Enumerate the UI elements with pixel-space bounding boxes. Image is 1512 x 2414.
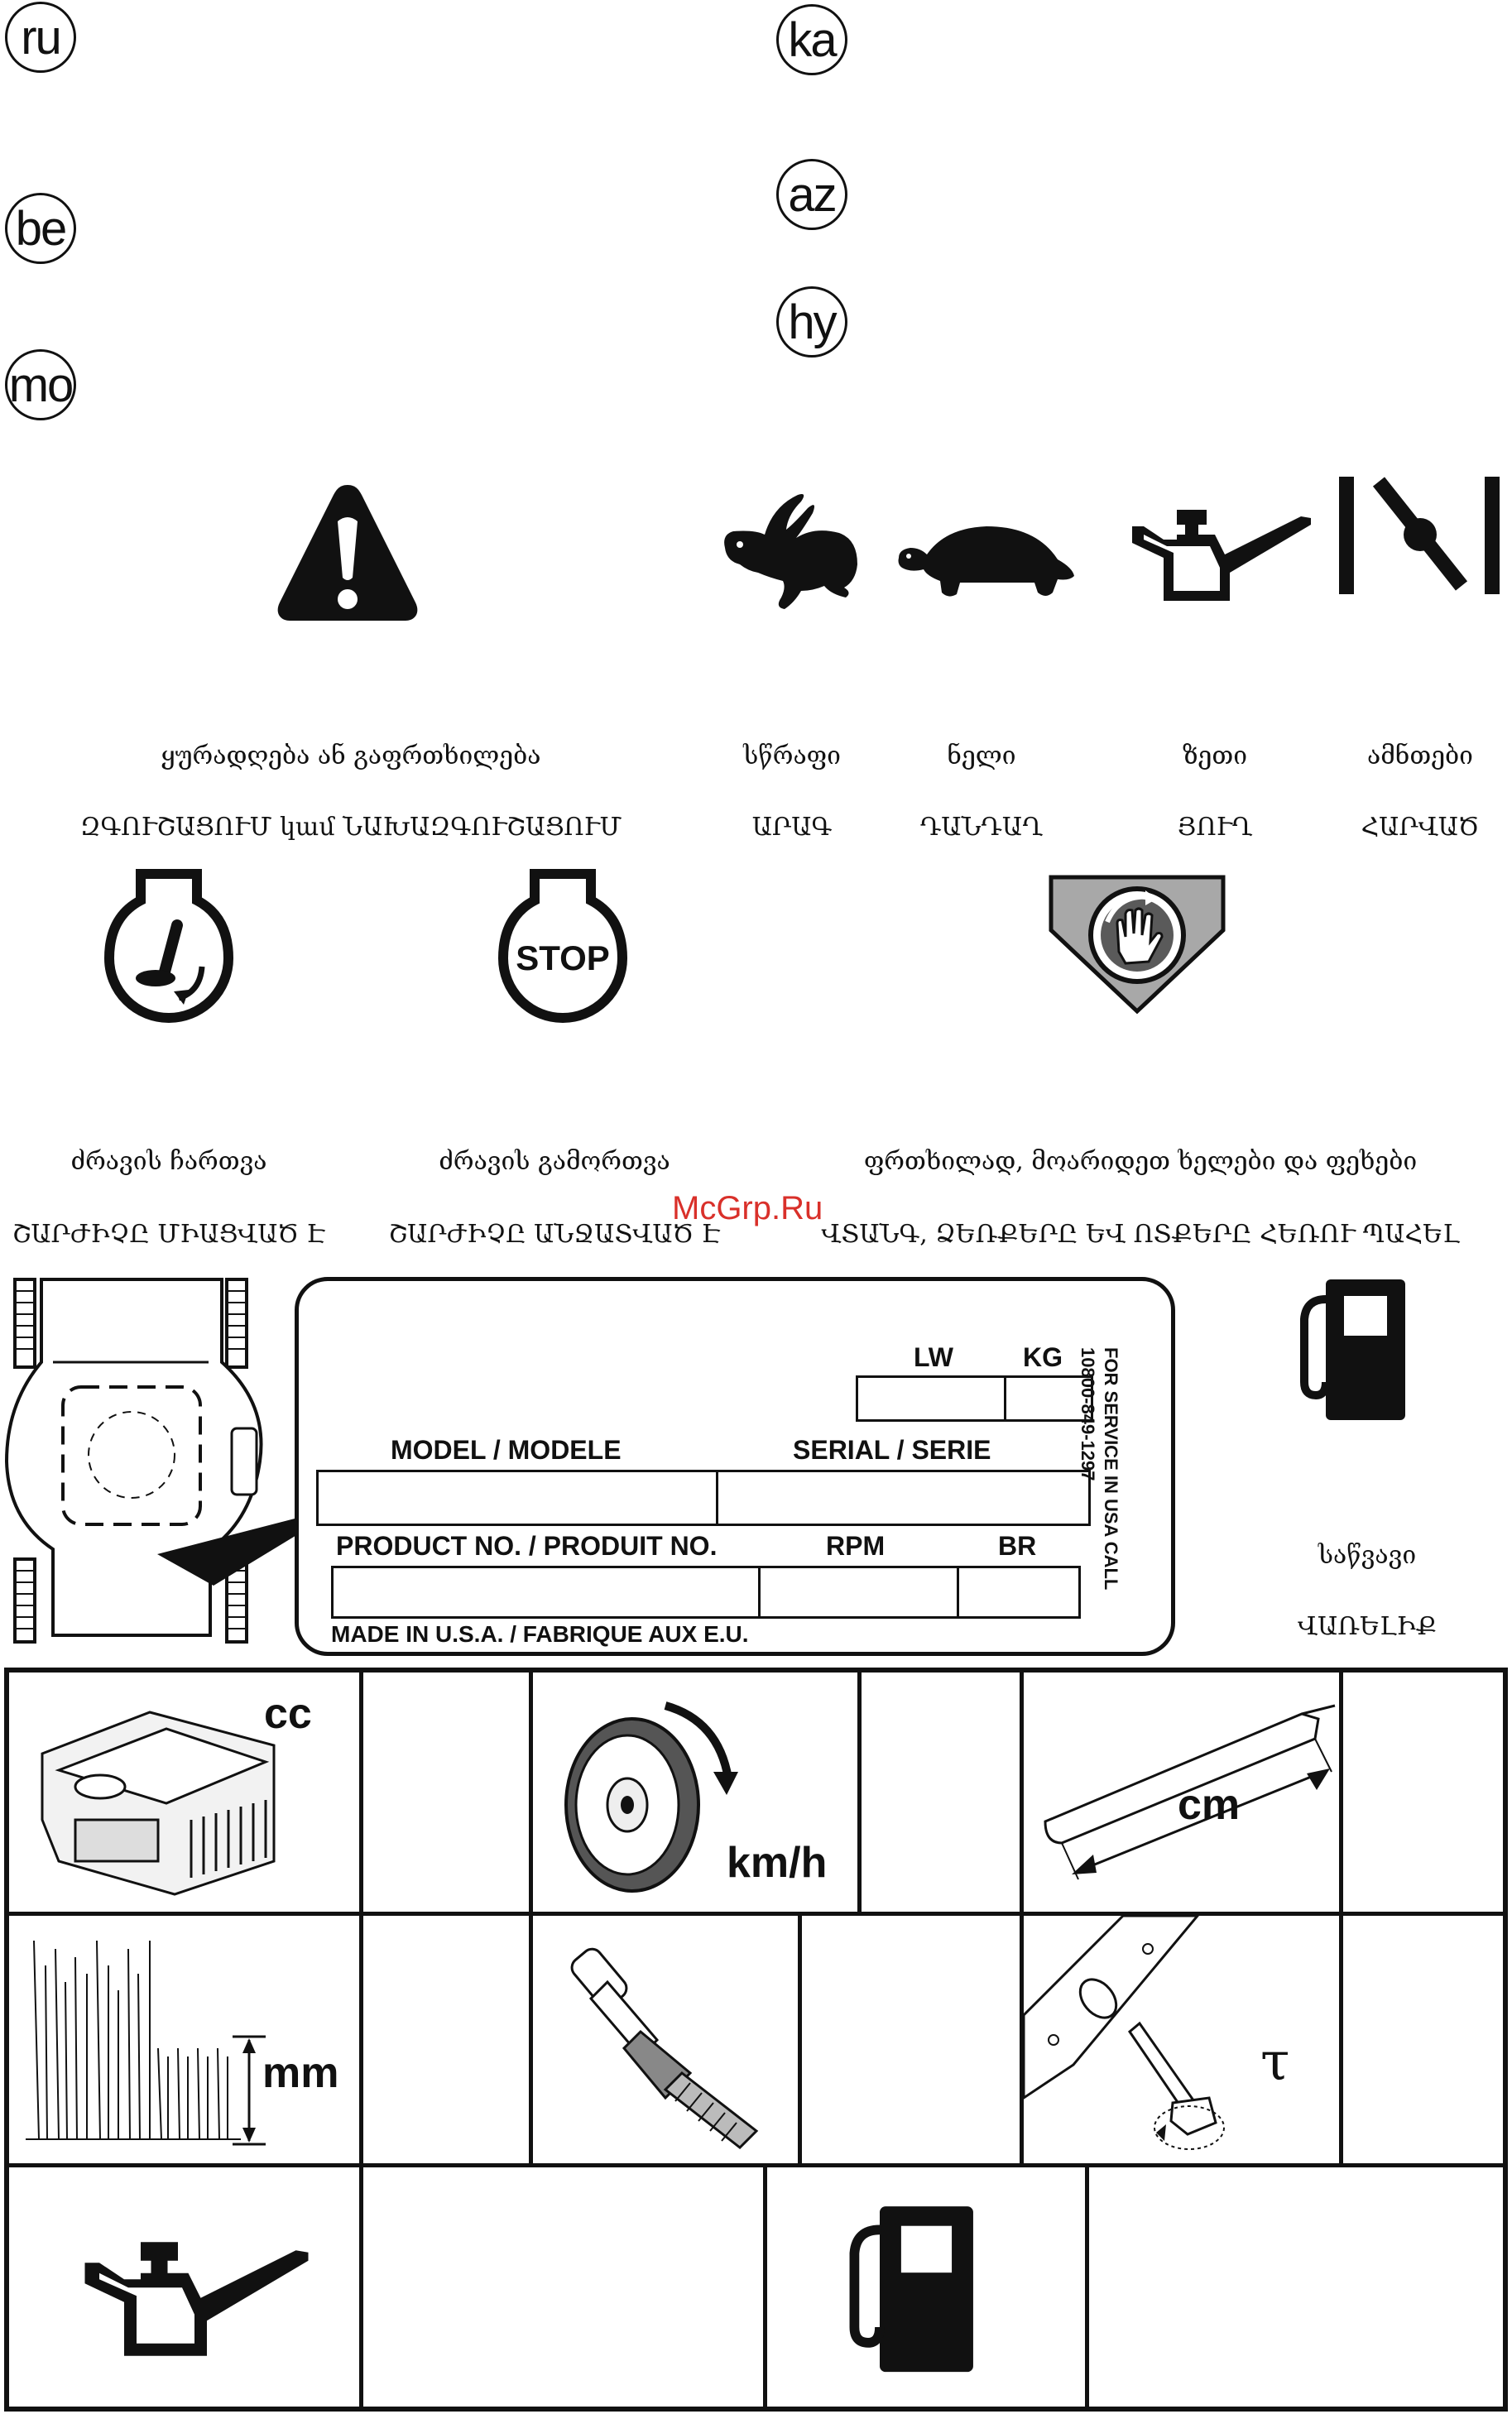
keep-hands-away-icon	[1046, 872, 1228, 1016]
plate-service-text	[1059, 1347, 1122, 1609]
lawn-mower-top-view-illustration	[3, 1271, 301, 1649]
wheel-speed-icon	[541, 1681, 740, 1904]
choke-icon	[1332, 473, 1503, 598]
cell-torque-value	[1343, 1916, 1503, 2167]
plate-made-in-label: MADE IN U.S.A. / FABRIQUE AUX E.U.	[331, 1621, 749, 1647]
lang-badge-hy: hy	[776, 286, 847, 358]
cell-height-icon	[9, 1916, 363, 2167]
caption-warning-ka: ყურადღება ან გაფრთხილება	[161, 741, 541, 770]
engine-cc-unit: cc	[264, 1690, 312, 1738]
engine-off-stop-icon	[497, 867, 629, 1023]
caption-choke-hy: ՀԱՐՎԱԾ	[1361, 813, 1480, 842]
plate-service-line2: 10800-849-1297	[1078, 1347, 1098, 1481]
caption-oil-ka: ზეთი	[1183, 741, 1247, 770]
speed-kmh-unit: km/h	[727, 1839, 828, 1887]
caption-engine-on-ka: ძრავის ჩართვა	[70, 1147, 267, 1176]
cell-engine-icon	[9, 1673, 363, 1916]
cell-fuel-value	[1089, 2167, 1503, 2407]
plate-product-label: PRODUCT NO. / PRODUIT NO.	[336, 1531, 718, 1561]
lang-badge-be: be	[5, 193, 76, 264]
stop-label: STOP	[516, 938, 610, 977]
caption-choke-ka: ამნთები	[1367, 741, 1473, 770]
cutting-height-icon	[26, 1932, 274, 2156]
caption-oil-hy: ՅՈՒՂ	[1177, 813, 1253, 842]
torque-symbol: τ	[1260, 2032, 1290, 2093]
plate-model-field	[316, 1470, 718, 1526]
oil-can-icon-spec	[79, 2237, 310, 2361]
plate-product-field	[331, 1566, 761, 1619]
caption-fuel-hy: ՎԱՌԵԼԻՔ	[1298, 1612, 1437, 1641]
blade-cm-unit: cm	[1178, 1781, 1241, 1829]
rabbit-fast-icon	[715, 490, 861, 614]
caption-keep-away-ka: ფრთხილად, მოარიდეთ ხელები და ფეხები	[863, 1147, 1418, 1176]
caption-slow-hy: ԴԱՆԴԱՂ	[919, 813, 1044, 842]
plate-model-label: MODEL / MODELE	[391, 1435, 622, 1465]
plate-serial-field	[716, 1470, 1091, 1526]
lang-badge-mo: mo	[5, 349, 76, 420]
plate-rpm-field	[758, 1566, 959, 1619]
cell-engine-value	[363, 1673, 533, 1916]
caption-fast-hy: ԱՐԱԳ	[751, 813, 833, 842]
caption-warning-hy: ԶԳՈՒՇԱՑՈՒՄ կամ ՆԱԽԱԶԳՈՒՇԱՑՈՒՄ	[79, 813, 622, 842]
plate-lw-field	[856, 1375, 1006, 1422]
lang-badge-az: az	[776, 159, 847, 230]
plate-br-label: BR	[998, 1531, 1037, 1561]
cell-oil-icon	[9, 2167, 363, 2407]
cell-speed-icon	[533, 1673, 862, 1916]
spec-table	[4, 1668, 1508, 2412]
plate-kg-label: KG	[1023, 1342, 1063, 1372]
cell-torque-icon	[1024, 1916, 1343, 2167]
oil-can-icon	[1127, 506, 1313, 604]
fuel-pump-icon	[1298, 1274, 1410, 1423]
cell-speed-value	[862, 1673, 1024, 1916]
plate-rpm-label: RPM	[826, 1531, 886, 1561]
spark-plug-icon	[566, 1932, 781, 2156]
lang-badge-ru: ru	[5, 2, 76, 73]
blade-bolt-torque-icon	[1024, 1916, 1338, 2164]
caption-engine-off-hy: ՇԱՐԺԻՉԸ ԱՆՋԱՏՎԱԾ Է	[388, 1220, 721, 1249]
cell-blade-value	[1343, 1673, 1503, 1916]
fuel-pump-icon-spec	[847, 2200, 979, 2376]
caption-engine-on-hy: ՇԱՐԺԻՉԸ ՄԻԱՑՎԱԾ Է	[12, 1220, 326, 1249]
cell-spark-plug-value	[802, 1916, 1024, 2167]
cell-spark-plug-icon	[533, 1916, 802, 2167]
caption-slow-ka: ნელი	[947, 741, 1016, 770]
engine-on-icon	[103, 867, 235, 1023]
plate-serial-label: SERIAL / SERIE	[793, 1435, 991, 1465]
cell-height-value	[363, 1916, 533, 2167]
lang-badge-ka: ka	[776, 4, 847, 75]
turtle-slow-icon	[895, 521, 1078, 601]
height-mm-unit: mm	[262, 2049, 339, 2097]
plate-lw-label: LW	[914, 1342, 953, 1372]
cell-fuel-icon	[767, 2167, 1089, 2407]
caption-fast-ka: სწრაფი	[743, 741, 841, 770]
watermark: McGrp.Ru	[672, 1190, 823, 1226]
cell-blade-icon	[1024, 1673, 1343, 1916]
warning-triangle-icon	[273, 480, 422, 626]
cell-oil-value	[363, 2167, 767, 2407]
caption-engine-off-ka: ძრავის გამორთვა	[439, 1147, 670, 1176]
caption-keep-away-hy: ՎՏԱՆԳ, ՁԵՌՔԵՐԸ ԵՎ ՈՏՔԵՐԸ ՀԵՌՈՒ ՊԱՀԵԼ	[821, 1220, 1460, 1249]
engine-icon	[26, 1696, 290, 1898]
plate-service-line1: FOR SERVICE IN USA CALL	[1101, 1347, 1121, 1591]
caption-fuel-ka: საწვავი	[1318, 1541, 1417, 1570]
